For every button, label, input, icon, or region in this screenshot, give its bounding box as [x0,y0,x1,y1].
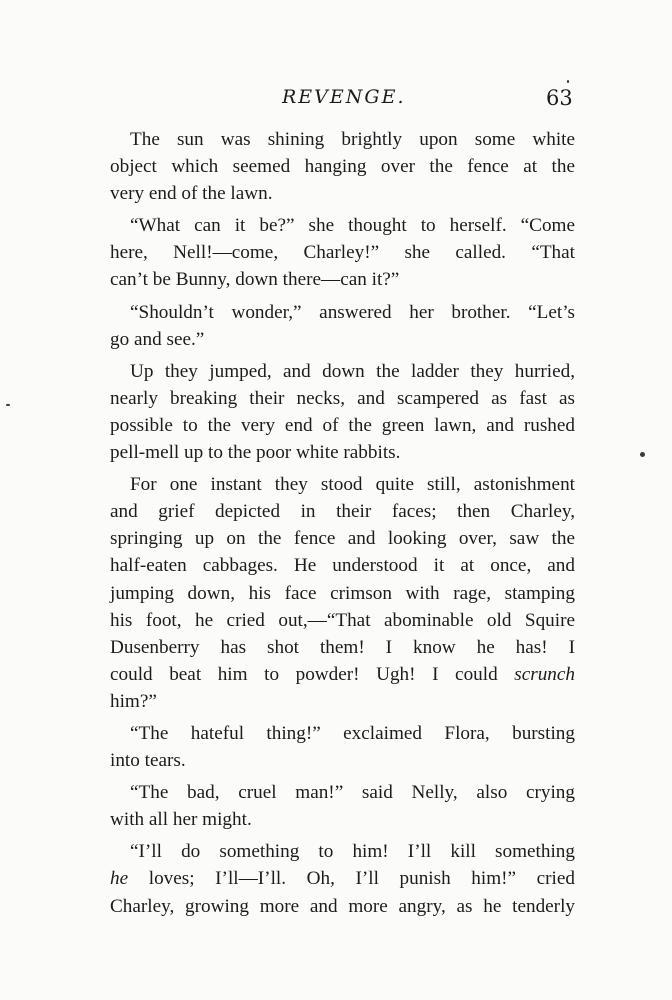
text-line: can’t be Bunny, down there—can it?” [110,269,400,291]
text-line: Charley, growing more and more angry, as he tenderly [110,895,575,917]
text-line: him?” [110,690,157,712]
text-line: “What can it be?” she thought to herself. “Come [130,215,575,237]
margin-speck [567,80,569,83]
page-number: 63 [546,86,573,110]
italic-word: scrunch [514,663,575,685]
paragraph-7 [110,779,575,833]
text-line: into tears. [110,750,186,772]
text-line: jumping down, his face crimson with rage, stamping [110,582,575,604]
text-line: For one instant they stood quite still, astonishment [130,474,575,496]
running-head: REVENGE. [282,86,406,108]
text-line: here, Nell!—come, Charley!” she called. “That [110,242,575,264]
text-line: object which seemed hanging over the fence at the [110,156,575,178]
text-line: very end of the lawn. [110,183,273,205]
text-line: and grief depicted in their faces; then Charley, [110,501,575,523]
text-line: nearly breaking their necks, and scampered as fast as [110,387,575,409]
paragraph-8 [110,838,575,919]
text-line: go and see.” [110,328,205,350]
paragraph-6 [110,720,575,774]
text-line-with-italic [110,661,575,688]
text-line-with-italic [110,865,575,892]
text-line: with all her might. [110,809,252,831]
text-segment: loves; I’ll—I’ll. Oh, I’ll punish him!” cried [148,868,575,890]
margin-speck [6,404,10,406]
text-line: springing up on the fence and looking over, saw the [110,528,575,550]
paragraph-1 [110,126,575,207]
text-line: possible to the very end of the green lawn, and rushed [110,414,575,436]
text-line: The sun was shining brightly upon some white [130,129,575,150]
text-line: “The bad, cruel man!” said Nelly, also crying [130,782,575,804]
text-line: “The hateful thing!” exclaimed Flora, bursting [130,722,575,744]
text-segment: could beat him to powder! Ugh! I could [110,663,498,685]
body-text [110,126,575,920]
paragraph-4 [110,358,575,466]
text-line: Dusenberry has shot them! I know he has! I [110,636,575,658]
paragraph-5 [110,471,575,715]
text-line: “Shouldn’t wonder,” answered her brother. “Let’s [130,301,575,323]
italic-word: he [110,868,129,890]
text-line: pell-mell up to the poor white rabbits. [110,442,401,464]
paragraph-2 [110,212,575,293]
text-line: “I’ll do something to him! I’ll kill something [130,841,575,863]
text-line: Up they jumped, and down the ladder they hurried, [130,360,575,382]
text-line: his foot, he cried out,—“That abominable old Squire [110,609,575,631]
margin-speck [640,452,645,457]
text-line: half-eaten cabbages. He understood it at once, and [110,555,575,577]
paragraph-3 [110,299,575,353]
